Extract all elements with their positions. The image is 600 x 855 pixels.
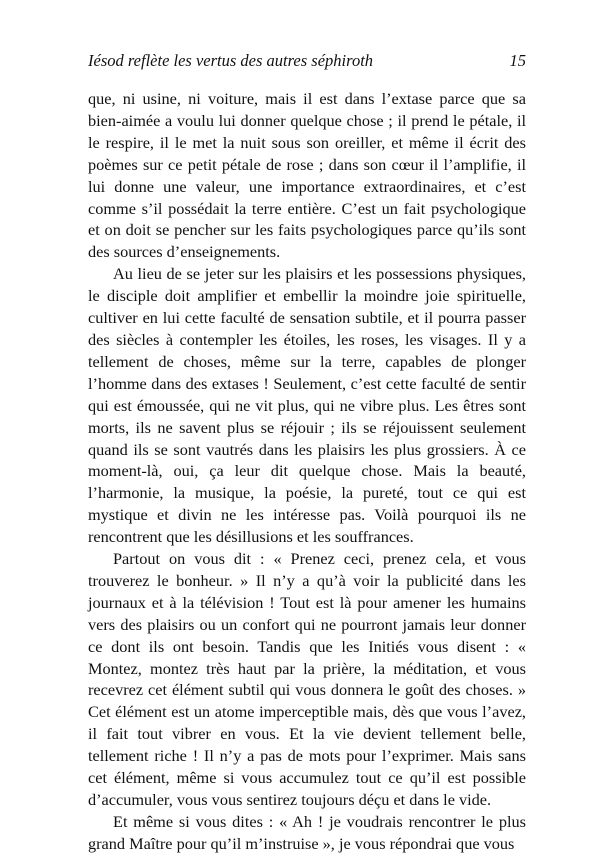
page-number: 15 [509,51,526,70]
paragraph: Au lieu de se jeter sur les plaisirs et les possessions physiques, le disciple doit amplifier et embellir la moindre joie spirituelle, cultiver en lui cette faculté de sensation subtile, et il pourra passer des siècles à contempler les étoiles, les roses, les visages. Il y a tellement de choses, même sur la terre, capables de plonger l’homme dans des extases ! Seulement, c’est cette faculté de sentir qui est émoussée, qui ne vit plus, qui ne vibre plus. Les êtres sont morts, ils ne savent plus se réjouir ; ils se réjouissent seulement quand ils se sont vautrés dans les plaisirs les plus grossiers. À ce moment-là, oui, ça leur dit quelque chose. Mais la beauté, l’harmonie, la musique, la poésie, la pureté, tout ce qui est mystique et divin ne les intéresse pas. Voilà pourquoi ils ne rencontrent que les désillusions et les souffrances. [88,264,526,547]
running-title: Iésod reflète les vertus des autres séphiroth [88,51,374,70]
book-page [88,50,526,855]
body-text [88,88,526,855]
paragraph-continuation: que, ni usine, ni voiture, mais il est dans l’extase parce que sa bien-aimée a voulu lui donner quelque chose ; il prend le pétale, il le respire, il le met la nuit sous son oreiller, et même il écrit des poèmes sur ce petit pétale de rose ; dans son cœur il l’amplifie, il lui donne une valeur, une importance extraordinaires, et c’est comme s’il possédait la terre entière. C’est un fait psychologique et on doit se pencher sur les faits psychologiques parce qu’ils sont des sources d’enseignements. [88,89,526,262]
paragraph: Partout on vous dit : « Prenez ceci, prenez cela, et vous trouverez le bonheur. » Il n’y a qu’à voir la publicité dans les journaux et à la télévision ! Tout est là pour amener les humains vers des plaisirs ou un confort qui ne pourront jamais leur donner ce dont ils ont besoin. Tandis que les Initiés vous disent : « Montez, montez très haut par la prière, la méditation, et vous recevrez cet élément subtil qui vous donnera le goût des choses. » Cet élément est un atome imperceptible mais, dès que vous l’avez, il fait tout vibrer en vous. Et la vie devient tellement belle, tellement riche ! Il n’y a pas de mots pour l’exprimer. Mais sans cet élément, même si vous accumulez tout ce qu’il est possible d’accumuler, vous vous sentirez toujours déçu et dans le vide. [88,549,526,809]
running-head [88,50,526,72]
paragraph: Et même si vous dites : « Ah ! je voudrais rencontrer le plus grand Maître pour qu’il m’instruise », je vous répondrai que vous [88,811,526,853]
